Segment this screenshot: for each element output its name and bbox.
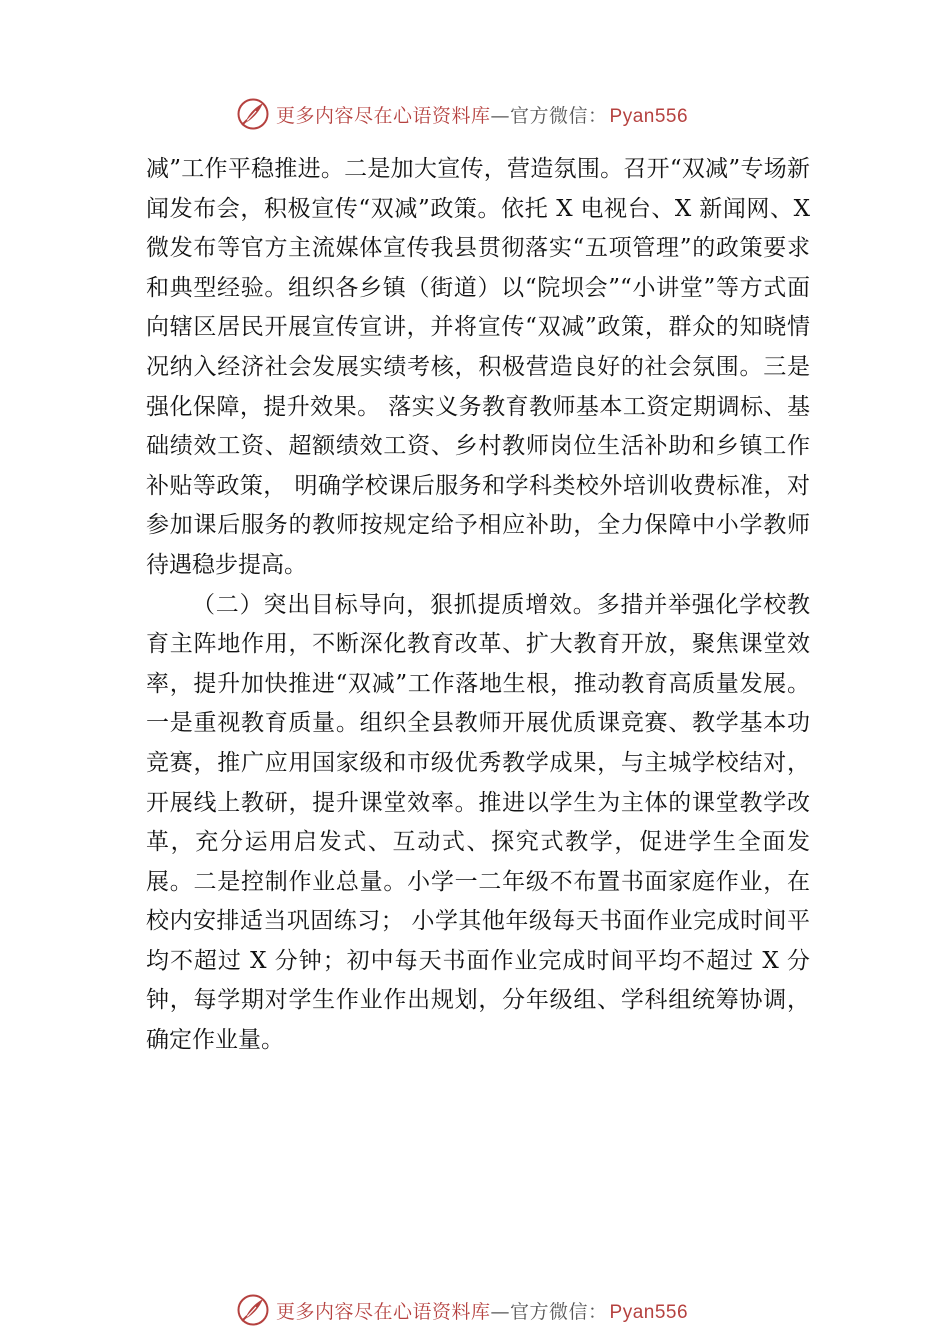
footer-sub-text: 官方微信： <box>510 1300 608 1323</box>
quill-logo-icon <box>236 1293 270 1327</box>
body-paragraph-1: 减”工作平稳推进。二是加大宣传，营造氛围。召开“双减”专场新闻发布会，积极宣传“双减”政策。依托 X 电视台、X 新闻网、X 微发布等官方主流媒体宣传我县贯彻落实“五项管理”的政策要求和典型经验。组织各乡镇（街道）以“院坝会”“小讲堂”等方式面向辖区居民开展宣传宣讲，并将宣传“双减”政策，群众的知晓情况纳入经济社会发展实绩考核，积极营造良好的社会氛围。三是强化保障，提升效果。 落实义务教育教师基本工资定期调标、基础绩效工资、超额绩效工资、乡村教师岗位生活补助和乡镇工作补贴等政策， 明确学校课后服务和学科类校外培训收费标准，对参加课后服务的教师按规定给予相应补助，全力保障中小学教师待遇稳步提高。 <box>146 156 810 578</box>
document-body <box>146 150 810 1061</box>
header-text <box>276 101 688 128</box>
footer-watermark <box>236 1290 736 1330</box>
body-paragraph-2: （二）突出目标导向，狠抓提质增效。多措并举强化学校教育主阵地作用，不断深化教育改革、扩大教育开放，聚焦课堂效率，提升加快推进“双减”工作落地生根，推动教育高质量发展。一是重视教育质量。组织全县教师开展优质课竞赛、教学基本功竞赛，推广应用国家级和市级优秀教学成果，与主城学校结对，开展线上教研，提升课堂效率。推进以学生为主体的课堂教学改革，充分运用启发式、互动式、探究式教学，促进学生全面发展。二是控制作业总量。小学一二年级不布置书面家庭作业，在校内安排适当巩固练习； 小学其他年级每天书面作业完成时间平均不超过 X 分钟；初中每天书面作业完成时间平均不超过 X 分钟，每学期对学生作业作出规划，分年级组、学科组统筹协调，确定作业量。 <box>146 591 810 1054</box>
header-main-text: 更多内容尽在心语资料库 <box>276 104 491 127</box>
header-dash: — <box>490 104 511 127</box>
quill-logo-icon <box>236 97 270 131</box>
header-watermark <box>236 94 736 134</box>
header-wechat-id: Pyan556 <box>609 105 689 127</box>
footer-wechat-id: Pyan556 <box>609 1301 689 1323</box>
footer-main-text: 更多内容尽在心语资料库 <box>276 1300 491 1323</box>
footer-text <box>276 1297 688 1324</box>
header-sub-text: 官方微信： <box>510 104 608 127</box>
footer-dash: — <box>490 1300 511 1323</box>
